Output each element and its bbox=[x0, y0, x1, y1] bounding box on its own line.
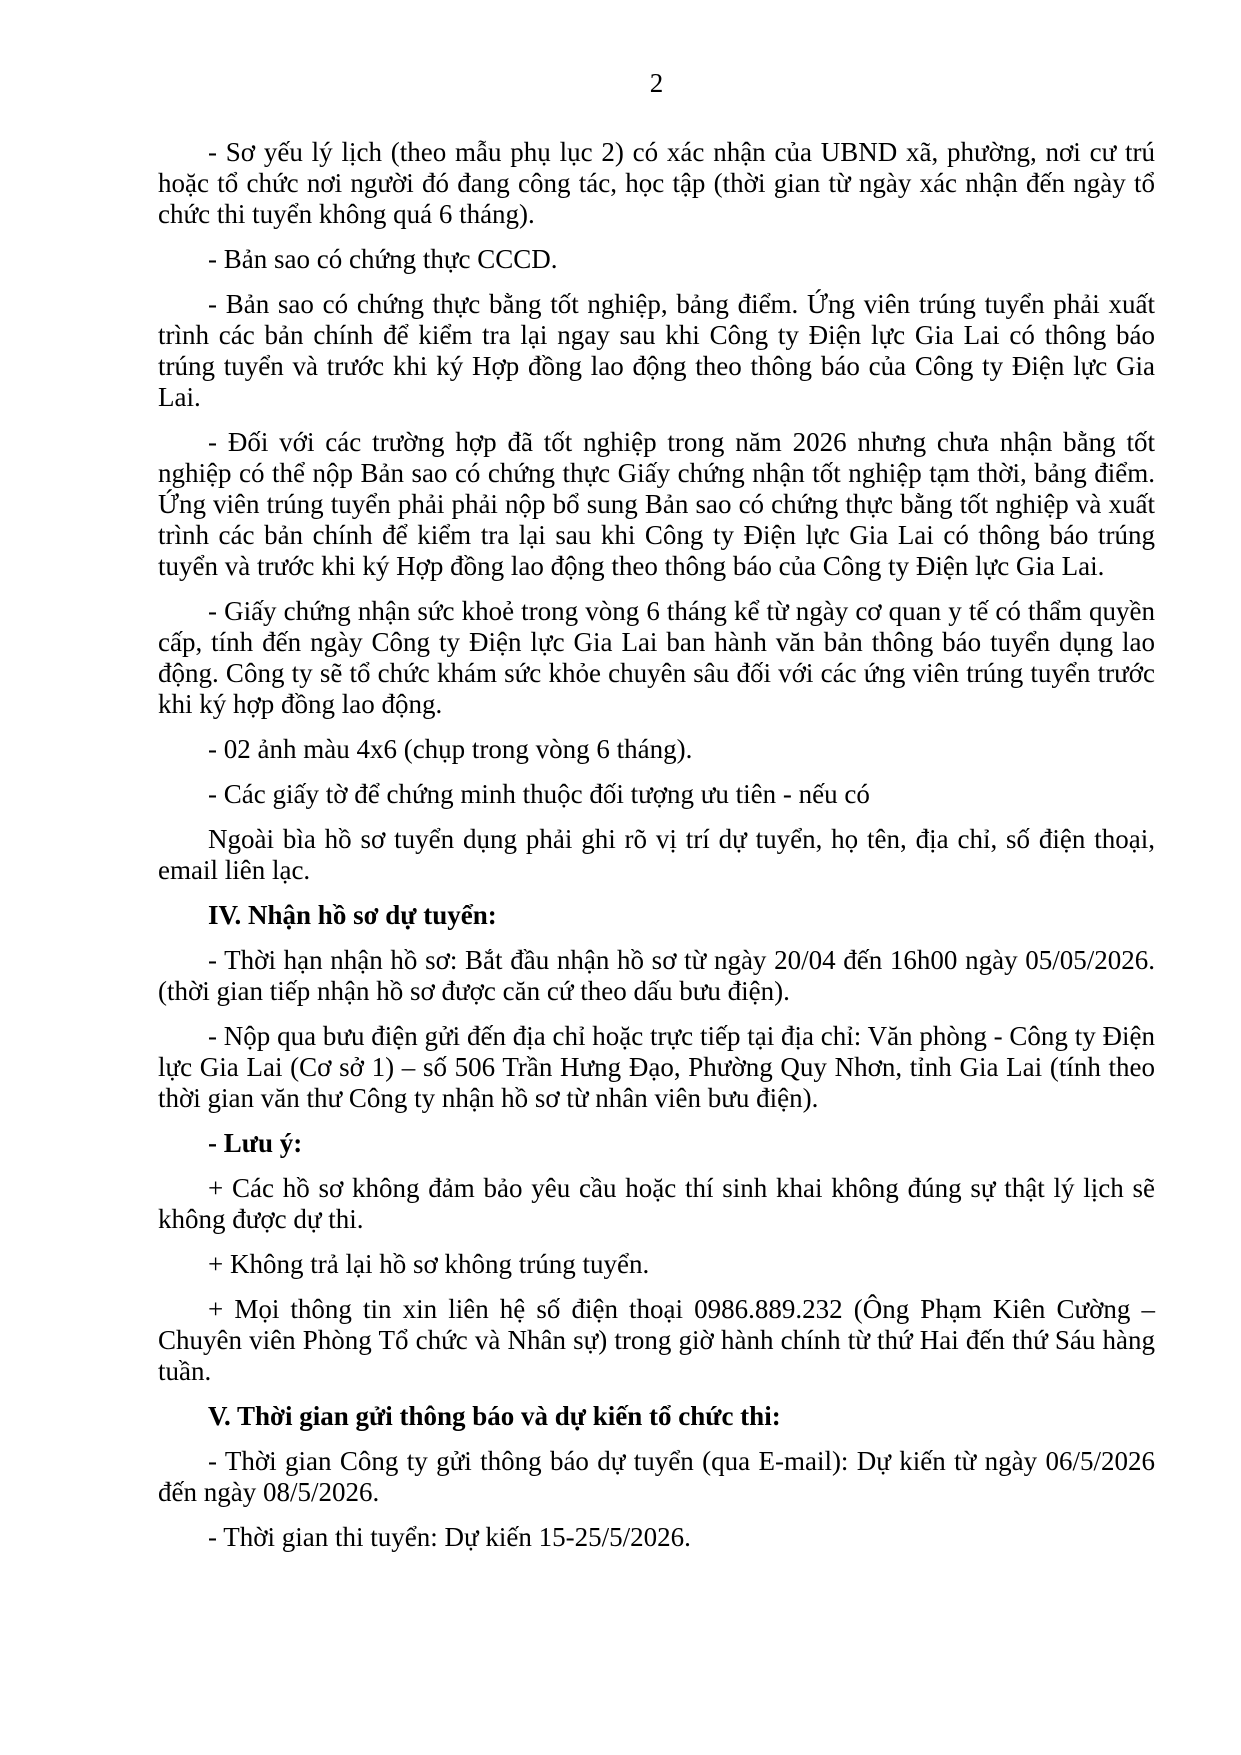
page-number: 2 bbox=[649, 68, 664, 98]
para-anh-mau-4x6: - 02 ảnh màu 4x6 (chụp trong vòng 6 tháng). bbox=[208, 734, 693, 764]
heading-v-thoi-gian-gui-thong-bao: V. Thời gian gửi thông báo và dự kiến tổ chức thi: bbox=[208, 1401, 781, 1431]
para-giay-chung-nhan-suc-khoe: - Giấy chứng nhận sức khoẻ trong vòng 6 tháng kể từ ngày cơ quan y tế có thẩm quyền cấp, tính đến ngày Công ty Điện lực Gia Lai ban hành văn bản thông báo tuyển dụng lao động. Công ty sẽ tổ chức khám sức khỏe chuyên sâu đối với các ứng viên trúng tuyển trước khi ký hợp đồng lao động. bbox=[158, 596, 1155, 719]
para-ban-sao-cccd: - Bản sao có chứng thực CCCD. bbox=[208, 244, 558, 274]
para-lien-he-dien-thoai: + Mọi thông tin xin liên hệ số điện thoại 0986.889.232 (Ông Phạm Kiên Cường – Chuyên viên Phòng Tổ chức và Nhân sự) trong giờ hành chính từ thứ Hai đến thứ Sáu hàng tuần. bbox=[158, 1294, 1155, 1386]
para-thoi-han-nhan-ho-so: - Thời hạn nhận hồ sơ: Bắt đầu nhận hồ sơ từ ngày 20/04 đến 16h00 ngày 05/05/2026. (thời gian tiếp nhận hồ sơ được căn cứ theo dấu bưu điện). bbox=[158, 945, 1155, 1006]
document-body bbox=[158, 137, 1155, 1553]
para-truong-hop-tot-nghiep-2026: - Đối với các trường hợp đã tốt nghiệp trong năm 2026 nhưng chưa nhận bằng tốt nghiệp có thể nộp Bản sao có chứng thực Giấy chứng nhận tốt nghiệp tạm thời, bảng điểm. Ứng viên trúng tuyển phải phải nộp bổ sung Bản sao có chứng thực bằng tốt nghiệp và xuất trình các bản chính để kiểm tra lại sau khi Công ty Điện lực Gia Lai có thông báo trúng tuyển và trước khi ký Hợp đồng lao động theo thông báo của Công ty Điện lực Gia Lai. bbox=[158, 427, 1155, 581]
para-so-yeu-ly-lich: - Sơ yếu lý lịch (theo mẫu phụ lục 2) có xác nhận của UBND xã, phường, nơi cư trú hoặc tổ chức nơi người đó đang công tác, học tập (thời gian từ ngày xác nhận đến ngày tổ chức thi tuyển không quá 6 tháng). bbox=[158, 137, 1155, 229]
para-ban-sao-bang-tot-nghiep: - Bản sao có chứng thực bằng tốt nghiệp, bảng điểm. Ứng viên trúng tuyển phải xuất trình các bản chính để kiểm tra lại ngay sau khi Công ty Điện lực Gia Lai có thông báo trúng tuyển và trước khi ký Hợp đồng lao động theo thông báo của Công ty Điện lực Gia Lai. bbox=[158, 289, 1155, 412]
para-nop-qua-buu-dien: - Nộp qua bưu điện gửi đến địa chỉ hoặc trực tiếp tại địa chỉ: Văn phòng - Công ty Điện lực Gia Lai (Cơ sở 1) – số 506 Trần Hưng Đạo, Phường Quy Nhơn, tỉnh Gia Lai (tính theo thời gian văn thư Công ty nhận hồ sơ từ nhân viên bưu điện). bbox=[158, 1021, 1155, 1113]
para-khong-tra-lai-ho-so: + Không trả lại hồ sơ không trúng tuyển. bbox=[208, 1249, 650, 1279]
para-thoi-gian-thi-tuyen: - Thời gian thi tuyển: Dự kiến 15-25/5/2026. bbox=[208, 1522, 691, 1552]
para-thoi-gian-gui-thong-bao: - Thời gian Công ty gửi thông báo dự tuyển (qua E-mail): Dự kiến từ ngày 06/5/2026 đến ngày 08/5/2026. bbox=[158, 1446, 1155, 1507]
heading-luu-y: - Lưu ý: bbox=[208, 1128, 303, 1158]
para-ho-so-khong-dam-bao: + Các hồ sơ không đảm bảo yêu cầu hoặc thí sinh khai không đúng sự thật lý lịch sẽ không được dự thi. bbox=[158, 1173, 1155, 1234]
heading-iv-nhan-ho-so-du-tuyen: IV. Nhận hồ sơ dự tuyển: bbox=[208, 900, 497, 930]
para-giay-to-uu-tien: - Các giấy tờ để chứng minh thuộc đối tượng ưu tiên - nếu có bbox=[208, 779, 870, 809]
para-ngoai-bia-ho-so: Ngoài bìa hồ sơ tuyển dụng phải ghi rõ vị trí dự tuyển, họ tên, địa chỉ, số điện thoại, email liên lạc. bbox=[158, 824, 1155, 885]
